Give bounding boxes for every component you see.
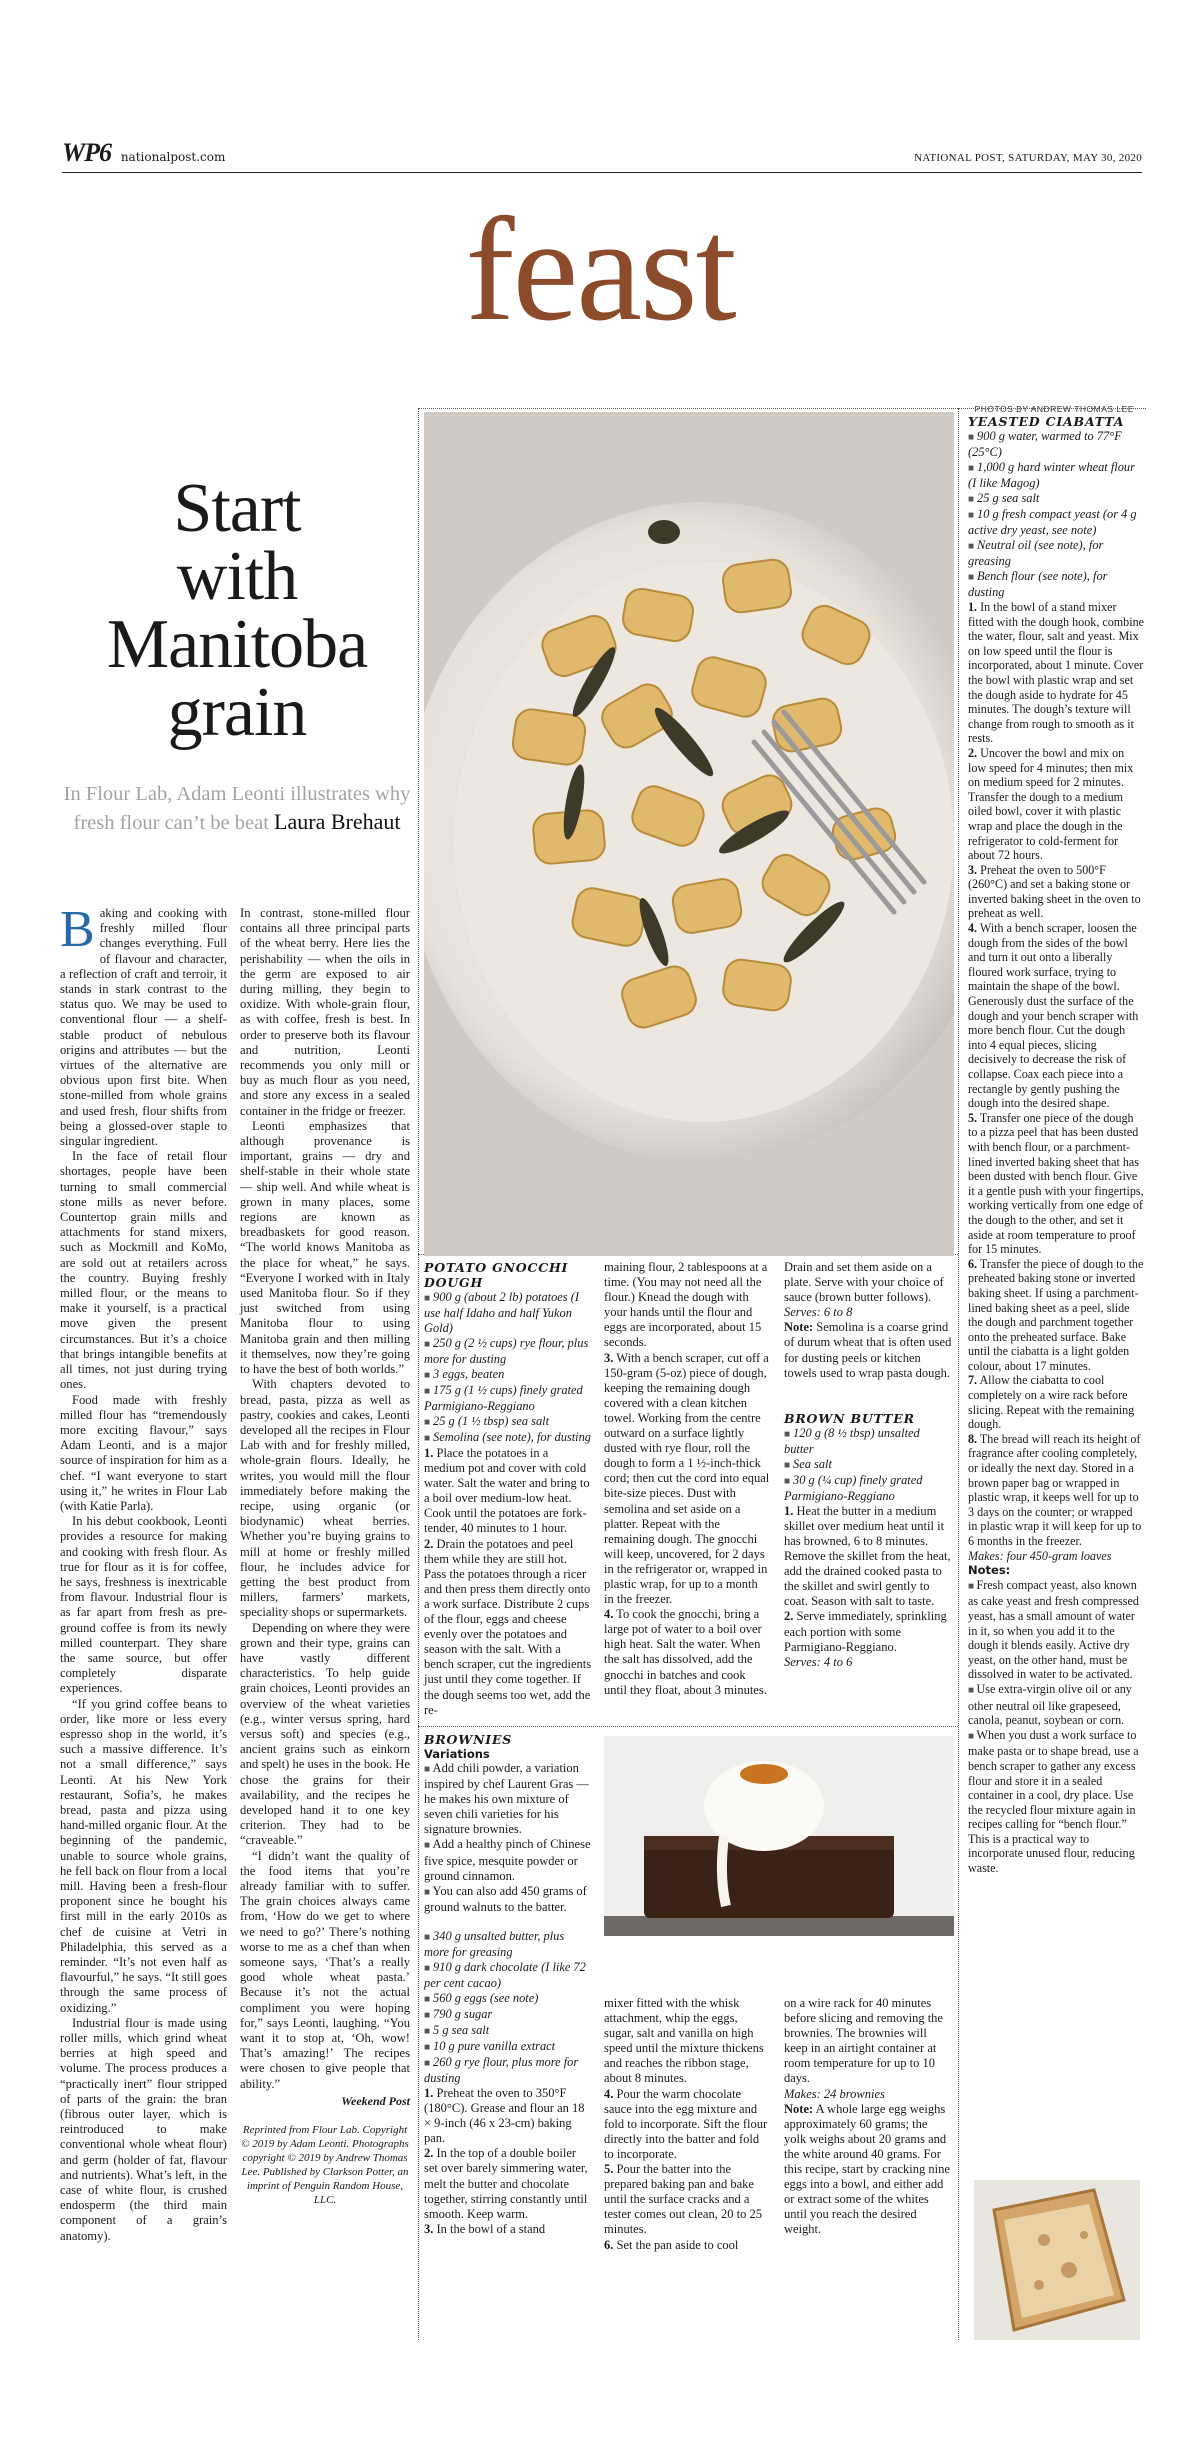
column-divider: [418, 408, 419, 2340]
ingredient: ■ 25 g sea salt: [968, 491, 1040, 505]
step: 1. In the bowl of a stand mixer fitted with the dough hook, combine the water, flour, salt and yeast. Mix on low speed until the flour is incorporated, about 1 minute. Cover the bowl with plastic wrap and set the dough aside to hydrate for 45 minutes. The dough’s texture will change from rough to smooth as it rests.: [968, 600, 1145, 746]
headline-line: Start: [173, 470, 301, 547]
ingredient: ■ 790 g sugar: [424, 2006, 493, 2021]
ingredient: ■ 120 g (8 ½ tbsp) unsalted butter: [784, 1425, 920, 1456]
ingredient: ■ 30 g (¼ cup) finely grated Parmigiano-Reggiano: [784, 1472, 923, 1503]
ingredient: ■ 910 g dark chocolate (I like 72 per cent cacao): [424, 1959, 586, 1990]
step: 6. Set the pan aside to cool: [604, 2237, 739, 2252]
step: 3. With a bench scraper, cut off a 150-gram (5-oz) piece of dough, keeping the remaining dough covered with a clean kitchen towel. Working from the centre outward on a surface lightly dusted with rye flour, roll the dough to form a 1 ½-inch-thick cord; then cut the cord into equal bite-size pieces. Dust with semolina and set aside on a platter. Repeat with the remaining dough. The gnocchi will keep, uncovered, for 2 days in the refrigerator or, wrapped in plastic wrap, for up to a month in the freezer.: [604, 1350, 770, 1607]
ingredient: ■ 5 g sea salt: [424, 2022, 490, 2037]
makes: Makes: 24 brownies: [784, 2086, 885, 2101]
brown-butter-recipe: [784, 1411, 952, 1670]
article-paragraph: Baking and cooking with freshly milled flour changes everything. Full of flavour and character, a reflection of craft and terroir, it stands in stark contrast to the status quo. We may be used to conventional flour — a shelf-stable product of nebulous origins and attributes — but the virtues of the alternative are obvious upon first bite. When stone-milled from whole grains and used fresh, flour shifts from being a glossed-over staple to singular ingredient.: [60, 901, 227, 1149]
ingredient-list: [424, 1290, 592, 1446]
step-list: [424, 1446, 592, 1718]
brownie-illustration: [604, 1736, 954, 1986]
variation: ■ You can also add 450 grams of ground walnuts to the batter.: [424, 1883, 587, 1914]
ingredient-list: [424, 1929, 592, 2086]
gnocchi-recipe-col-3: [784, 1260, 952, 1670]
recipe-title: YEASTED CIABATTA: [968, 414, 1125, 429]
ciabatta-photo: [974, 2180, 1140, 2340]
brownies-recipe-col-2: [604, 1996, 770, 2253]
section-divider: [418, 408, 958, 409]
article-paragraph: In contrast, stone-milled flour contains all three principal parts of the wheat berry. Here lies the perishability — when the oils in the germ are exposed to air during milling, they begin to oxidize. With whole-grain flour, as with coffee, fresh is best. In order to preserve both its flavour and nutrition, Leonti recommends you only mill or buy as much flour as you need, and store any excess in a sealed container in the fridge or freezer.: [240, 906, 410, 1118]
ingredient-list: [784, 1426, 952, 1504]
ingredient: ■ 25 g (1 ½ tbsp) sea salt: [424, 1414, 550, 1428]
step: 5. Pour the batter into the prepared baking pan and bake until the surface cracks and a tester comes out clean, 20 to 25 minutes.: [604, 2162, 762, 2237]
site-name[interactable]: nationalpost.com: [120, 150, 226, 164]
column-divider: [958, 408, 959, 2340]
step: maining flour, 2 tablespoons at a time. (You may not need all the flour.) Knead the dough with your hands until the flour and eggs are incorporated, about 15 seconds.: [604, 1260, 768, 1350]
dateline: NATIONAL POST, SATURDAY, MAY 30, 2020: [914, 152, 1142, 164]
ciabatta-illustration: [974, 2180, 1140, 2340]
photo-credit: PHOTOS BY ANDREW THOMAS LEE: [974, 404, 1134, 414]
step: 1. Preheat the oven to 350°F (180°C). Grease and flour an 18 × 9-inch (46 x 23-cm) baking pan.: [424, 2085, 585, 2146]
step: on a wire rack for 40 minutes before slicing and removing the brownies. The brownies will keep in an airtight container at room temperature for up to 10 days.: [784, 1996, 943, 2086]
serves: Serves: 6 to 8: [784, 1305, 853, 1320]
makes: Makes: four 450-gram loaves: [968, 1548, 1112, 1563]
step: 8. The bread will reach its height of fragrance after cooling completely, or ideally the next day. Stored in a brown paper bag or wrapped in plastic wrap, it keeps well for up to 3 days on the counter; or wrapped in plastic wrap it will keep for up to 6 months in the freezer.: [968, 1431, 1142, 1548]
recipe-title: POTATO GNOCCHI DOUGH: [424, 1260, 569, 1290]
page-number: WP6: [62, 138, 111, 167]
gnocchi-recipe-col-1: [424, 1260, 592, 1718]
article-column-2: [240, 906, 410, 2207]
reprint-credit: Reprinted from Flour Lab. Copyright © 2019 by Adam Leonti. Photographs copyright © 2019 by Andrew Thomas Lee. Published by Clarkson Potter, an imprint of Penguin Random House, LLC.: [241, 2124, 409, 2207]
article-paragraph: Food made with freshly milled flour has “tremendously more exciting flavour,” says Adam Leonti, and is a major source of inspiration for him as a chef. “I want everyone to start using it,” he writes in Flour Lab (with Katie Parla).: [60, 1392, 227, 1513]
brownie-photo: [604, 1736, 954, 1986]
ingredient: ■ Neutral oil (see note), for greasing: [968, 538, 1104, 568]
serves: Serves: 4 to 6: [784, 1654, 853, 1669]
article-paragraph: In the face of retail flour shortages, people have been turning to small commercial stone mills as never before. Countertop grain mills and attachments for stand mixers, such as Mockmill and KoMo, are sold out at retailers across the country. Buying freshly milled flour, or the means to make it yourself, is a practical move given the present circumstances. But it’s a choice that brings intangible benefits at all times, not just during trying ones.: [60, 1149, 227, 1392]
article-paragraph: Industrial flour is made using roller mills, which grind wheat berries at high speed and volume. The process produces a “practically inert” flour stripped of parts of the grain: the bran (fibrous outer layer, which is reintroduced to make conventional whole wheat flour) and germ (holder of fat, flavour and nutrients). What’s left, in the case of white flour, is crushed endosperm (the third main component of a grain’s anatomy).: [60, 2015, 227, 2243]
ingredient: ■ Sea salt: [784, 1456, 832, 1471]
recipe-note: Note: A whole large egg weighs approximately 60 grams; the yolk weighs about 20 grams and the white around 40 grams. For this recipe, start by cracking nine eggs into a bowl, and either add or extract some of the whites until you reach the desired weight.: [784, 2101, 950, 2237]
headline-line: grain: [167, 674, 307, 751]
gnocchi-illustration: [424, 412, 954, 1256]
ciabatta-recipe: [968, 414, 1144, 1876]
ingredient: ■ 560 g eggs (see note): [424, 1990, 539, 2005]
step: 4. To cook the gnocchi, bring a large pot of water to a boil over high heat. Salt the water. When the salt has dissolved, add the gnocchi in batches and cook until they float, about 3 minutes.: [604, 1607, 767, 1697]
headline-line: Manitoba: [106, 606, 368, 683]
step-list: [784, 1504, 952, 1670]
step-list: [968, 600, 1144, 1876]
ingredient: ■ 10 g pure vanilla extract: [424, 2038, 556, 2053]
step: 3. Preheat the oven to 500°F (260°C) and set a baking stone or inverted baking sheet in the oven to preheat as well.: [968, 862, 1141, 921]
recipe-note: ■ When you dust a work surface to make pasta or to shape bread, use a bench scraper to gather any excess flour and store it in a sealed container in a cool, dry place. Use the recycled flour mixture again in recipes calling for “bench flour.” This is a practical way to incorporate unused flour, reducing waste.: [968, 1727, 1139, 1876]
brownies-recipe-col-3: [784, 1996, 952, 2238]
deck: [60, 780, 414, 837]
ingredient: ■ Bench flour (see note), for dusting: [968, 569, 1108, 599]
signoff: Weekend Post: [341, 2093, 410, 2108]
masthead-rule: [62, 172, 1142, 173]
deck-text: In Flour Lab, Adam Leonti illustrates why fresh flour can’t be beat: [63, 783, 411, 834]
headline-line: with: [176, 538, 298, 615]
variations-label: Variations: [424, 1747, 490, 1761]
section-divider: [418, 1726, 958, 1727]
recipe-title: BROWN BUTTER: [784, 1410, 915, 1426]
ingredient: ■ 340 g unsalted butter, plus more for greasing: [424, 1928, 565, 1959]
step: 2. Drain the potatoes and peel them while they are still hot. Pass the potatoes through a ricer and then press them directly onto a work surface. Distribute 2 cups of the flour, eggs and cheese evenly over the potatoes and season with the salt. With a bench scraper, cut the ingredients just until they come together. If the dough seems too wet, add the re-: [424, 1536, 592, 1717]
page-masthead: [62, 138, 225, 168]
step: 1. Heat the butter in a medium skillet over medium heat until it has browned, 6 to 8 minutes. Remove the skillet from the heat, add the drained cooked pasta to the skillet and swirl gently to coat. Season with salt to taste.: [784, 1503, 951, 1609]
step-list: [424, 2086, 592, 2237]
variation: ■ Add a healthy pinch of Chinese five spice, mesquite powder or ground cinnamon.: [424, 1837, 591, 1883]
variation: ■ Add chili powder, a variation inspired by chef Laurent Gras — he makes his own mixture of seven chili varieties for his signature brownies.: [424, 1761, 589, 1837]
notes-label: Notes:: [968, 1563, 1011, 1578]
step: 7. Allow the ciabatta to cool completely on a wire rack before slicing. Repeat with the remaining dough.: [968, 1373, 1135, 1432]
step: 1. Place the potatoes in a medium pot and cover with cold water. Salt the water and bring to a boil over medium-low heat. Cook until the potatoes are fork-tender, 40 minutes to 1 hour.: [424, 1446, 590, 1536]
step: 5. Transfer one piece of the dough to a pizza peel that has been dusted with bench flour, or a parchment-lined inverted baking sheet that has been dusted with bench flour. Give it a gentle push with your fingertips, working vertically from one edge of the dough to the other, and set it aside at room temperature to proof for 15 minutes.: [968, 1110, 1144, 1257]
article-paragraph: Depending on where they were grown and their type, grains can have vastly different characteristics. To help guide grain choices, Leonti provides an overview of the wheat varieties (e.g., winter versus spring, hard versus soft) and species (e.g., ancient grains such as einkorn and spelt) he uses in the book. He chose the grains for their availability, and the recipes he developed hand it to one key criterion. They had to be “craveable.”: [240, 1620, 410, 1848]
ingredient: ■ 250 g (2 ½ cups) rye flour, plus more for dusting: [424, 1336, 589, 1366]
article-paragraph: In his debut cookbook, Leonti provides a resource for making and cooking with fresh flour. As true for flour as it is for coffee, he says, freshness is inextricable from flavour. Industrial flour is as far apart from fresh as pre-ground coffee is from its newly milled counterpart. They share the same source, but offer completely disparate experiences.: [60, 1514, 227, 1696]
recipe-note: ■ Use extra-virgin olive oil or any other neutral oil like grapeseed, canola, peanut, soybean or corn.: [968, 1681, 1132, 1728]
ingredient: ■ 1,000 g hard winter wheat flour (I like Magog): [968, 460, 1135, 490]
brownies-recipe-col-1: [424, 1732, 592, 2237]
ingredient: ■ 10 g fresh compact yeast (or 4 g active dry yeast, see note): [968, 507, 1137, 537]
ingredient: ■ 900 g water, warmed to 77°F (25°C): [968, 429, 1122, 459]
recipe-note: Note: Semolina is a coarse grind of durum wheat that is often used for dusting peels or kitchen towels used to wrap pasta dough.: [784, 1320, 952, 1380]
gnocchi-recipe-col-2: [604, 1260, 770, 1698]
ingredient: ■ 3 eggs, beaten: [424, 1367, 505, 1381]
article-paragraph: “I didn’t want the quality of the food items that you’re already familiar with to suffer. The grain choices always came from, ‘How do we get to where we need to go?’ There’s nothing worse to me as a chef than when someone says, ‘That’s a really good whole wheat pasta.’ Because it’s not the actual compliment you were hoping for,” says Leonti, laughing. “You want it to stop at, ‘Oh, wow! That’s amazing!’ The recipes were chosen to give people that ability.”: [240, 1848, 410, 2091]
step: 3. In the bowl of a stand: [424, 2221, 546, 2236]
step: 2. Serve immediately, sprinkling each portion with some Parmigiano-Reggiano.: [784, 1609, 947, 1654]
ingredient: ■ 260 g rye flour, plus more for dusting: [424, 2054, 579, 2085]
recipe-title: BROWNIES: [424, 1732, 513, 1747]
recipe-note: ■ Fresh compact yeast, also known as cake yeast and fresh compressed yeast, has a small amount of water in it, so when you add it to the dough it blends easily. Active dry yeast, on the other hand, must be dissolved in water to be activated.: [968, 1577, 1139, 1682]
step: 4. Pour the warm chocolate sauce into the egg mixture and fold to incorporate. Sift the flour directly into the batter and fold to incorporate.: [604, 2086, 768, 2161]
article-paragraph: With chapters devoted to bread, pasta, pizza as well as pastry, cookies and cakes, Leonti developed all the recipes in Flour Lab with and for freshly milled, whole-grain flours. Ideally, he writes, you would mill the flour immediately before making the recipe, using organic (or biodynamic) wheat berries. Whether you’re buying grains to mill at home or freshly milled flour, he includes advice for getting the best product from millers, farmers’ markets, speciality shops or supermarkets.: [240, 1377, 410, 1620]
step: mixer fitted with the whisk attachment, whip the eggs, sugar, salt and vanilla on high speed until the mixture thickens and reaches the ribbon stage, about 8 minutes.: [604, 1996, 764, 2086]
section-title: feast: [465, 188, 735, 352]
gnocchi-photo: [424, 412, 954, 1256]
ingredient: ■ 175 g (1 ½ cups) finely grated Parmigiano-Reggiano: [424, 1383, 583, 1413]
article-column-1: [60, 901, 227, 2244]
variation-list: [424, 1761, 592, 1915]
step: 4. With a bench scraper, loosen the dough from the sides of the bowl and turn it out onto a liberally floured work surface, trying to maintain the shape of the bowl. Generously dust the surface of the dough and your bench scraper with more bench flour. Cut the dough into 4 equal pieces, slicing decisively to decrease the risk of collapse. Coax each piece into a rectangle by gently pushing the dough into the desired shape.: [968, 921, 1139, 1111]
ingredient: ■ 900 g (about 2 lb) potatoes (I use half Idaho and half Yukon Gold): [424, 1290, 579, 1335]
drop-cap: B: [60, 901, 95, 958]
step: 6. Transfer the piece of dough to the preheated baking stone or inverted baking sheet. If using a parchment-lined baking sheet as a peel, slide the dough and parchment together onto the preheated surface. Bake until the ciabatta is a light golden colour, about 17 minutes.: [968, 1256, 1144, 1373]
ingredient: ■ Semolina (see note), for dusting: [424, 1430, 592, 1444]
article-paragraph: “If you grind coffee beans to order, like more or less every espresso shop in the world, it’s such a massive difference. It’s not a small difference,” says Leonti. At his New York restaurant, Sofia’s, he makes bread, pasta and pizza using hand-milled organic flour. At the beginning of the pandemic, unable to source whole grains, he fell back on flour from a local mill. Having been a fresh-flour proponent since he bought his first mill in the early 2010s as chef de cuisine at Vetri in Philadelphia, this served as a reminder. “It’s not even half as flavourful,” he says. “It still goes through the same process of oxidizing.”: [60, 1696, 227, 2015]
ingredient-list: [968, 429, 1144, 600]
step: Drain and set them aside on a plate. Serve with your choice of sauce (brown butter follows).: [784, 1260, 944, 1305]
section-divider: [958, 408, 1146, 409]
step: 2. Uncover the bowl and mix on low speed for 4 minutes; then mix on medium speed for 2 minutes. Transfer the dough to a medium oiled bowl, cover it with plastic wrap and place the dough in the refrigerator to cold-ferment for about 72 hours.: [968, 745, 1134, 863]
headline: [60, 470, 414, 751]
article-paragraph: Leonti emphasizes that although provenance is important, grains — dry and shelf-stable in their whole state — ship well. And while wheat is grown in many places, some regions are known as breadbaskets for good reason. “The world knows Manitoba as the place for wheat,” he says. “Everyone I worked with in Italy used Manitoba flour. So if they just switched from using Manitoba flour to using Manitoba grain and then milling it themselves, now they’re going to have the best of both worlds.”: [240, 1118, 410, 1377]
step: 2. In the top of a double boiler set over barely simmering water, melt the butter and chocolate together, stirring constantly until smooth. Keep warm.: [424, 2146, 588, 2221]
byline: Laura Brehaut: [274, 809, 401, 834]
